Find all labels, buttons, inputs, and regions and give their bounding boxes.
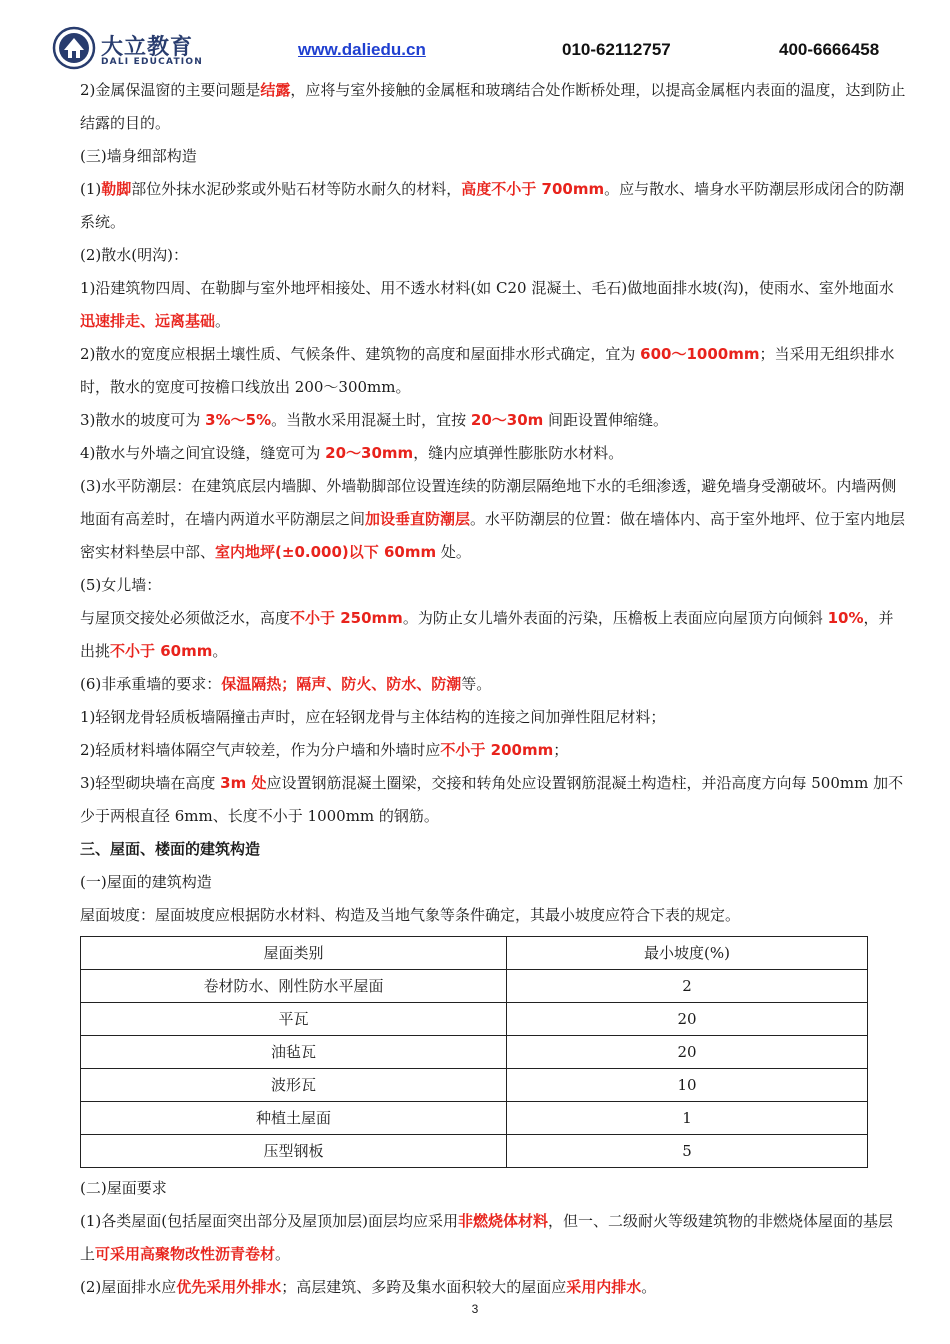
- paragraph: (3)水平防潮层：在建筑底层内墙脚、外墙勒脚部位设置连续的防潮层隔绝地下水的毛细渗透，避免墙身受潮破坏。内墙两侧地面有高差时，在墙内两道水平防潮层之间加设垂直防潮层。水平防潮层的位置：做在墙体内、高于室外地坪、位于室内地层密实材料垫层中部、室内地坪(±0.000)以下 60mm 处。: [80, 477, 906, 561]
- paragraph: 2)金属保温窗的主要问题是结露，应将与室外接触的金属框和玻璃结合处作断桥处理，以提高金属框内表面的温度，达到防止结露的目的。: [80, 81, 906, 132]
- table-cell: 平瓦: [81, 1003, 507, 1036]
- table-row: [81, 1102, 868, 1135]
- subheading: (三)墙身细部构造: [80, 147, 197, 165]
- paragraph: 3)散水的坡度可为 3%～5%。当散水采用混凝土时，宜按 20～30m 间距设置伸缩缝。: [80, 411, 669, 429]
- table-row: [81, 1036, 868, 1069]
- document-body: [80, 74, 906, 1304]
- subheading: (2)散水(明沟)：: [80, 246, 188, 264]
- website-link[interactable]: www.daliedu.cn: [298, 40, 426, 59]
- subheading: (二)屋面要求: [80, 1179, 167, 1197]
- brand-name-en: DALI EDUCATION: [101, 57, 203, 67]
- phone-number-2: 400-6666458: [779, 40, 880, 59]
- table-row: [81, 1135, 868, 1168]
- paragraph: 3)轻型砌块墙在高度 3m 处应设置钢筋混凝土圈梁，交接和转角处应设置钢筋混凝土构造柱，并沿高度方向每 500mm 加不少于两根直径 6mm、长度不小于 1000mm 的钢筋。: [80, 774, 904, 825]
- table-cell: 波形瓦: [81, 1069, 507, 1102]
- table-cell: 10: [507, 1069, 868, 1102]
- paragraph: 4)散水与外墙之间宜设缝，缝宽可为 20～30mm，缝内应填弹性膨胀防水材料。: [80, 444, 624, 462]
- table-cell: 压型钢板: [81, 1135, 507, 1168]
- table-row: [81, 1003, 868, 1036]
- brand-name-cn: 大立教育: [101, 35, 194, 60]
- paragraph: 与屋顶交接处必须做泛水，高度不小于 250mm。为防止女儿墙外表面的污染，压檐板上表面应向屋顶方向倾斜 10%，并出挑不小于 60mm。: [80, 609, 894, 660]
- table-cell: 卷材防水、刚性防水平屋面: [81, 970, 507, 1003]
- dali-logo-icon: [52, 26, 96, 70]
- table-cell: 种植土屋面: [81, 1102, 507, 1135]
- subheading: (5)女儿墙：: [80, 576, 162, 594]
- table-cell: 油毡瓦: [81, 1036, 507, 1069]
- paragraph: 2)轻质材料墙体隔空气声较差，作为分户墙和外墙时应不小于 200mm；: [80, 741, 569, 759]
- table-cell: 1: [507, 1102, 868, 1135]
- paragraph: 1)沿建筑物四周、在勒脚与室外地坪相接处、用不透水材料(如 C20 混凝土、毛石)做地面排水坡(沟)，使雨水、室外地面水迅速排走、远离基础。: [80, 279, 894, 330]
- table-header-cell: 最小坡度(%): [507, 937, 868, 970]
- paragraph: (1)各类屋面(包括屋面突出部分及屋顶加层)面层均应采用非燃烧体材料，但一、二级耐火等级建筑物的非燃烧体屋面的基层上可采用高聚物改性沥青卷材。: [80, 1212, 893, 1263]
- table-row: [81, 1069, 868, 1102]
- table-cell: 20: [507, 1003, 868, 1036]
- phone-number-1: 010-62112757: [562, 40, 671, 59]
- roof-slope-table: [80, 936, 868, 1168]
- table-cell: 2: [507, 970, 868, 1003]
- paragraph: (2)屋面排水应优先采用外排水；高层建筑、多跨及集水面积较大的屋面应采用内排水。: [80, 1278, 657, 1296]
- table-header-row: [81, 937, 868, 970]
- page-number: 3: [471, 1302, 479, 1316]
- table-header-cell: 屋面类别: [81, 937, 507, 970]
- paragraph: (1)勒脚部位外抹水泥砂浆或外贴石材等防水耐久的材料，高度不小于 700mm。应与散水、墙身水平防潮层形成闭合的防潮系统。: [80, 180, 905, 231]
- paragraph: 1)轻钢龙骨轻质板墙隔撞击声时，应在轻钢龙骨与主体结构的连接之间加弹性阻尼材料；: [80, 708, 666, 726]
- paragraph: 2)散水的宽度应根据土壤性质、气候条件、建筑物的高度和屋面排水形式确定，宜为 600～1000mm；当采用无组织排水时，散水的宽度可按檐口线放出 200～300mm。: [80, 345, 895, 396]
- paragraph: 屋面坡度：屋面坡度应根据防水材料、构造及当地气象等条件确定，其最小坡度应符合下表的规定。: [80, 906, 741, 924]
- table-row: [81, 970, 868, 1003]
- page-header: [0, 0, 950, 72]
- paragraph: (6)非承重墙的要求：保温隔热；隔声、防火、防水、防潮等。: [80, 675, 492, 693]
- table-cell: 20: [507, 1036, 868, 1069]
- subheading: (一)屋面的建筑构造: [80, 873, 212, 891]
- section-heading: 三、屋面、楼面的建筑构造: [80, 840, 261, 858]
- table-cell: 5: [507, 1135, 868, 1168]
